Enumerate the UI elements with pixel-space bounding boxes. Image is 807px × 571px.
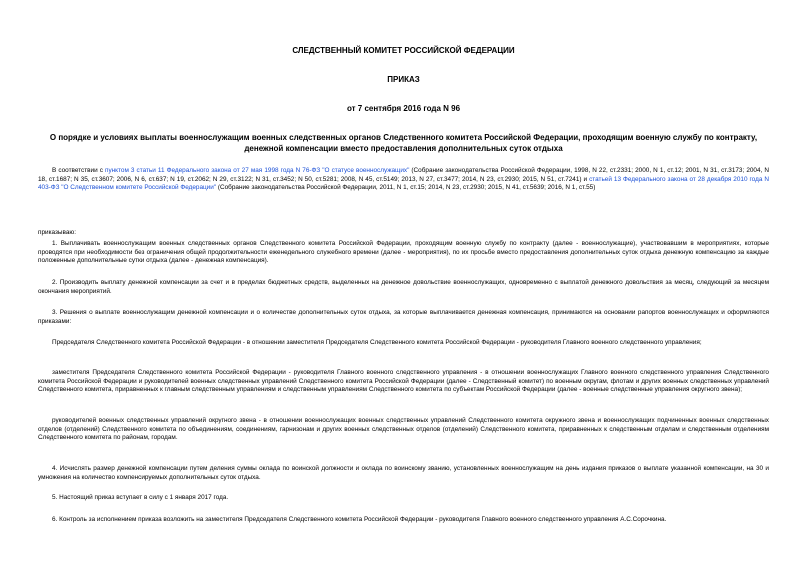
order-word: приказываю: [38,229,76,236]
order-item-3: 3. Решения о выплате военнослужащим денежной компенсации и о количестве дополнительных суток отдыха, за которые выплачивается денежная компенсация, принимаются на основании рапортов военнослужащих и оформляются приказами: [38,309,769,325]
order-item-4: 4. Исчислять размер денежной компенсации путем деления суммы оклада по воинской должности и оклада по воинскому званию, установленных военнослужащим на день издания приказов о выплате указанной компенсации, на 30 и умножения на количество компенсируемых дополнительных суток отдыха. [38,465,769,481]
order-item-3-subitem-deputy: заместителя Председателя Следственного комитета Российской Федерации - руководителя Главного военного следственного управления - в отношении военнослужащих Главного военного следственного управления Следственного комитета Российской Федерации и руководителей военных следственных управлений Следственного комитета Российской Федерации (далее - Следственный комитет) по военным округам, флотам и других военных следственных управлений Следственного комитета, приравненных к главным следственным управлениям и следственным управлениям Следственного комитета по субъектам Российской Федерации (далее - военные следственные управления округного звена); [38,369,769,394]
order-item-2: 2. Производить выплату денежной компенсации за счет и в пределах бюджетных средств, выделенных на денежное довольствие военнослужащих, одновременно с выплатой денежного довольствия за месяц, следующий за месяцем окончания мероприятий. [38,279,769,295]
order-item-6: 6. Контроль за исполнением приказа возложить на заместителя Председателя Следственного комитета Российской Федерации - руководителя Главного военного следственного управления А.С.Сорочкина. [52,516,667,523]
law-403-fz-link[interactable]: статьей 13 Федерального закона от 28 декабря 2010 года N 403-ФЗ "О Следственном комитете Российской Федерации" [38,175,769,192]
order-item-3-subitem-chairman: Председателя Следственного комитета Российской Федерации - в отношении заместителя Председателя Следственного комитета Российской Федерации - руководителя Главного военного следственного управления; [52,339,702,346]
document-title: О порядке и условиях выплаты военнослужащим военных следственных органов Следственного комитета Российской Федерации, проходящим военную службу по контракту, денежной компенсации вместо предоставления дополнительных суток отдыха [49,133,758,153]
agency-name: СЛЕДСТВЕННЫЙ КОМИТЕТ РОССИЙСКОЙ ФЕДЕРАЦИИ [292,46,515,55]
order-item-5: 5. Настоящий приказ вступает в силу с 1 января 2017 года. [52,494,229,501]
preamble-text-3: (Собрание законодательства Российской Федерации, 2011, N 1, ст.15; 2014, N 23, ст.2930; 2015, N 41, ст.5639; 2016, N 1, ст.55) [216,184,596,192]
document-type: ПРИКАЗ [387,75,420,84]
order-item-3-subitem-heads: руководителей военных следственных управлений округного звена - в отношении военнослужащих военных следственных управлений Следственного комитета окружного звена и военнослужащих подчиненных военных следственных отделов (отделений) Следственного комитета по объединениям, соединениям, гарнизонам и других военных следственных отделов (отделений) Следственного комитета, приравненных к следственным отделам и следственным отделениям Следственного комитета по районам, городам. [38,417,769,442]
law-76-fz-link[interactable]: пунктом 3 статьи 11 Федерального закона от 27 мая 1998 года N 76-ФЗ "О статусе военнослужащих" [105,167,410,174]
preamble-text-1: В соответствии с [52,167,105,174]
preamble-text-2: (Собрание законодательства Российской Федерации, 1998, N 22, ст.2331; 2000, N 1, ст.12; 2001, N 31, ст.3173; 2004, N 18, ст.1687; N 35, ст.3607; 2006, N 6, ст.637; N 19, ст.2062; N 29, ст.3122; N 31, ст.3452; N 50, ст.5281; 2008, N 45, ст.5149; 2013, N 27, ст.3477; 2014, N 23, ст.2930; 2015, N 51, ст.7241) и [38,167,769,183]
order-item-1: 1. Выплачивать военнослужащим военных следственных органов Следственного комитета Российской Федерации, проходящим военную службу по контракту (далее - военнослужащие), участвовавшим в мероприятиях, которые проводятся при необходимости без ограничения общей продолжительности еженедельного служебного времени (далее - мероприятия), по их просьбе вместо предоставления дополнительных суток отдыха денежную компенсацию за каждые положенные дополнительные сутки отдыха (далее - денежная компенсация). [38,240,769,265]
preamble-paragraph [38,167,769,193]
document-date-number: от 7 сентября 2016 года N 96 [346,104,461,113]
